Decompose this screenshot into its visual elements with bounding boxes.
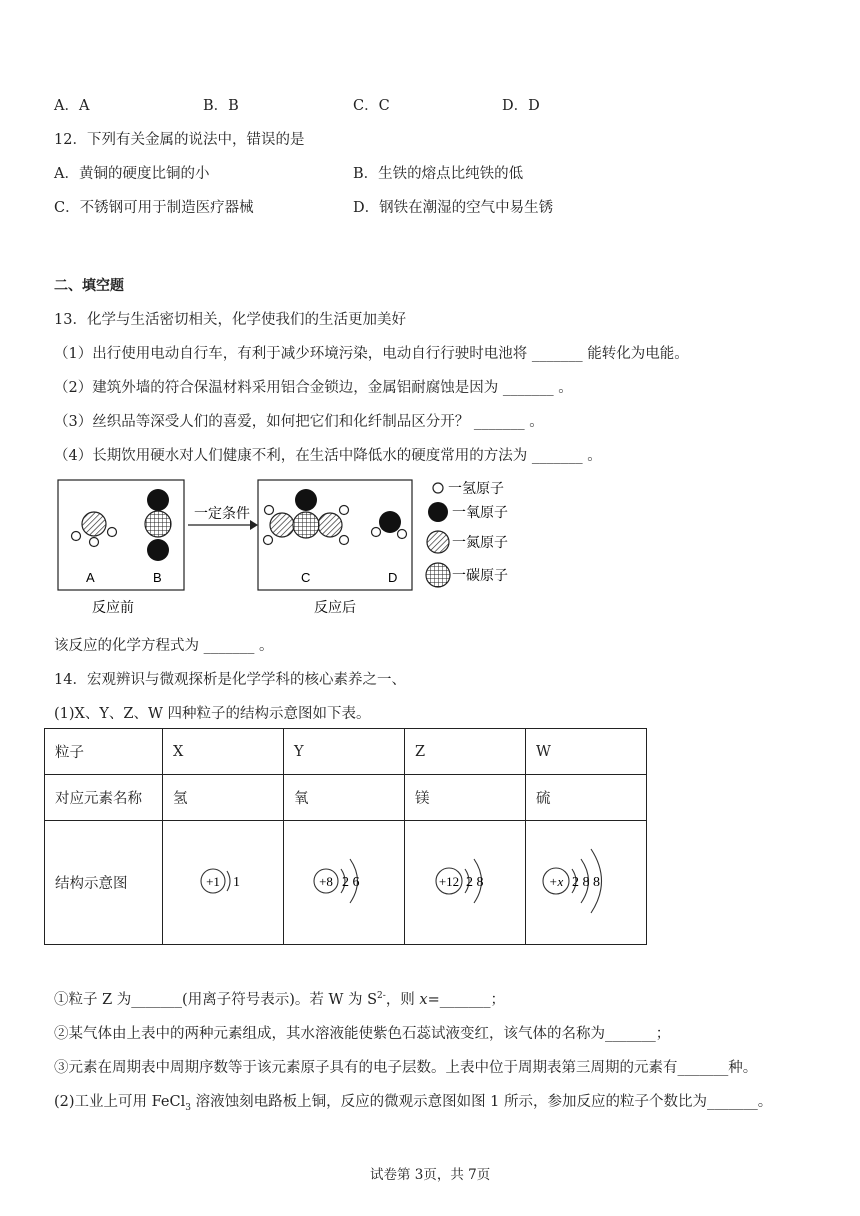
svg-text:2 6: 2 6 xyxy=(342,874,360,890)
label-after: 反应后 xyxy=(314,599,356,615)
option-c: C．C xyxy=(353,98,390,114)
label-c: C xyxy=(301,570,311,585)
table-cell: X xyxy=(163,729,284,775)
section-title: 二、填空题 xyxy=(54,278,124,294)
question-14-sub-3: ③元素在周期表中周期序数等于该元素原子具有的电子层数。上表中位于周期表第三周期的元素有_______种。 xyxy=(54,1060,758,1076)
question-14-stem: 14．宏观辨识与微观探析是化学学科的核心素养之一、 xyxy=(54,672,406,688)
particle-table xyxy=(44,728,647,945)
table-row xyxy=(45,729,647,775)
label-before: 反应前 xyxy=(92,599,134,615)
arrow-label: 一定条件 xyxy=(194,505,250,521)
table-cell xyxy=(163,821,284,945)
option-a: A．A xyxy=(54,98,90,114)
atom-diagram-w xyxy=(536,841,636,921)
page-footer: 试卷第 3页，共 7页 xyxy=(370,1167,491,1183)
question-13-part-4: （4）长期饮用硬水对人们健康不利，在生活中降低水的硬度常用的方法为 _______ 。 xyxy=(54,448,602,464)
legend-carbon xyxy=(426,563,508,587)
table-cell: 粒子 xyxy=(45,729,163,775)
question-13-stem: 13．化学与生活密切相关，化学使我们的生活更加美好 xyxy=(54,312,406,328)
question-12-option-a: A．黄铜的硬度比铜的小 xyxy=(54,166,210,182)
table-cell: 镁 xyxy=(405,775,526,821)
question-12-option-b: B．生铁的熔点比纯铁的低 xyxy=(353,166,524,182)
svg-text:+1: +1 xyxy=(206,873,220,889)
legend-oxygen xyxy=(428,502,508,522)
table-cell: 结构示意图 xyxy=(45,821,163,945)
svg-text:一氧原子: 一氧原子 xyxy=(452,504,508,520)
table-cell: Y xyxy=(284,729,405,775)
label-d: D xyxy=(388,570,398,585)
question-12-option-d: D．钢铁在潮湿的空气中易生锈 xyxy=(353,200,554,216)
question-14-part-2: (2)工业上可用 FeCl$_3$ 溶液蚀刻电路板上铜，反应的微观示意图如图 1 所示，参加反应的粒子个数比为_______。 xyxy=(54,1094,773,1113)
table-row xyxy=(45,821,647,945)
question-12-option-c: C．不锈钢可用于制造医疗器械 xyxy=(54,200,254,216)
question-13-part-2: （2）建筑外墙的符合保温材料采用铝合金锁边，金属铝耐腐蚀是因为 _______ 。 xyxy=(54,380,573,396)
atom-diagram-x xyxy=(173,841,273,921)
table-cell: 硫 xyxy=(526,775,647,821)
question-13-part-3: （3）丝织品等深受人们的喜爱，如何把它们和化纤制品区分开？ _______ 。 xyxy=(54,414,544,430)
svg-text:一氢原子: 一氢原子 xyxy=(448,480,504,496)
table-cell: 氢 xyxy=(163,775,284,821)
table-cell xyxy=(405,821,526,945)
atom-diagram-y xyxy=(294,841,394,921)
table-cell: Z xyxy=(405,729,526,775)
molecule-d xyxy=(372,511,407,539)
svg-text:+8: +8 xyxy=(319,873,333,889)
table-cell xyxy=(284,821,405,945)
legend-nitrogen xyxy=(427,531,508,553)
molecule-a xyxy=(72,512,117,547)
table-cell xyxy=(526,821,647,945)
question-14-sub-2: ②某气体由上表中的两种元素组成，其水溶液能使紫色石蕊试液变红，该气体的名称为_______； xyxy=(54,1026,671,1042)
option-d: D．D xyxy=(502,98,540,114)
molecule-c xyxy=(264,489,349,545)
label-b: B xyxy=(153,570,162,585)
option-b: B．B xyxy=(203,98,239,114)
svg-text:2 8 8: 2 8 8 xyxy=(572,874,600,890)
svg-text:一碳原子: 一碳原子 xyxy=(452,567,508,583)
table-row xyxy=(45,775,647,821)
table-cell: 对应元素名称 xyxy=(45,775,163,821)
molecule-b xyxy=(145,489,171,561)
svg-text:2 8: 2 8 xyxy=(466,874,484,890)
svg-text:+x: +x xyxy=(548,873,564,889)
question-14-sub-1: ①粒子 Z 为_______(用离子符号表示)。若 W 为 $S^{2-}$，则 x=_______； xyxy=(54,991,506,1008)
svg-text:+12: +12 xyxy=(438,873,460,889)
table-cell: W xyxy=(526,729,647,775)
label-a: A xyxy=(86,570,95,585)
legend-hydrogen xyxy=(433,480,504,496)
reaction-diagram xyxy=(54,474,534,622)
question-13-part-1: （1）出行使用电动自行车，有利于减少环境污染，电动自行行驶时电池将 _______ 能转化为电能。 xyxy=(54,346,689,362)
svg-text:1: 1 xyxy=(233,874,240,890)
question-12-stem: 12．下列有关金属的说法中，错误的是 xyxy=(54,132,305,148)
table-cell: 氧 xyxy=(284,775,405,821)
question-13-equation: 该反应的化学方程式为 _______ 。 xyxy=(54,638,274,654)
question-14-part-1: (1)X、Y、Z、W 四种粒子的结构示意图如下表。 xyxy=(54,706,371,722)
atom-diagram-z xyxy=(415,841,515,921)
svg-text:一氮原子: 一氮原子 xyxy=(452,534,508,550)
